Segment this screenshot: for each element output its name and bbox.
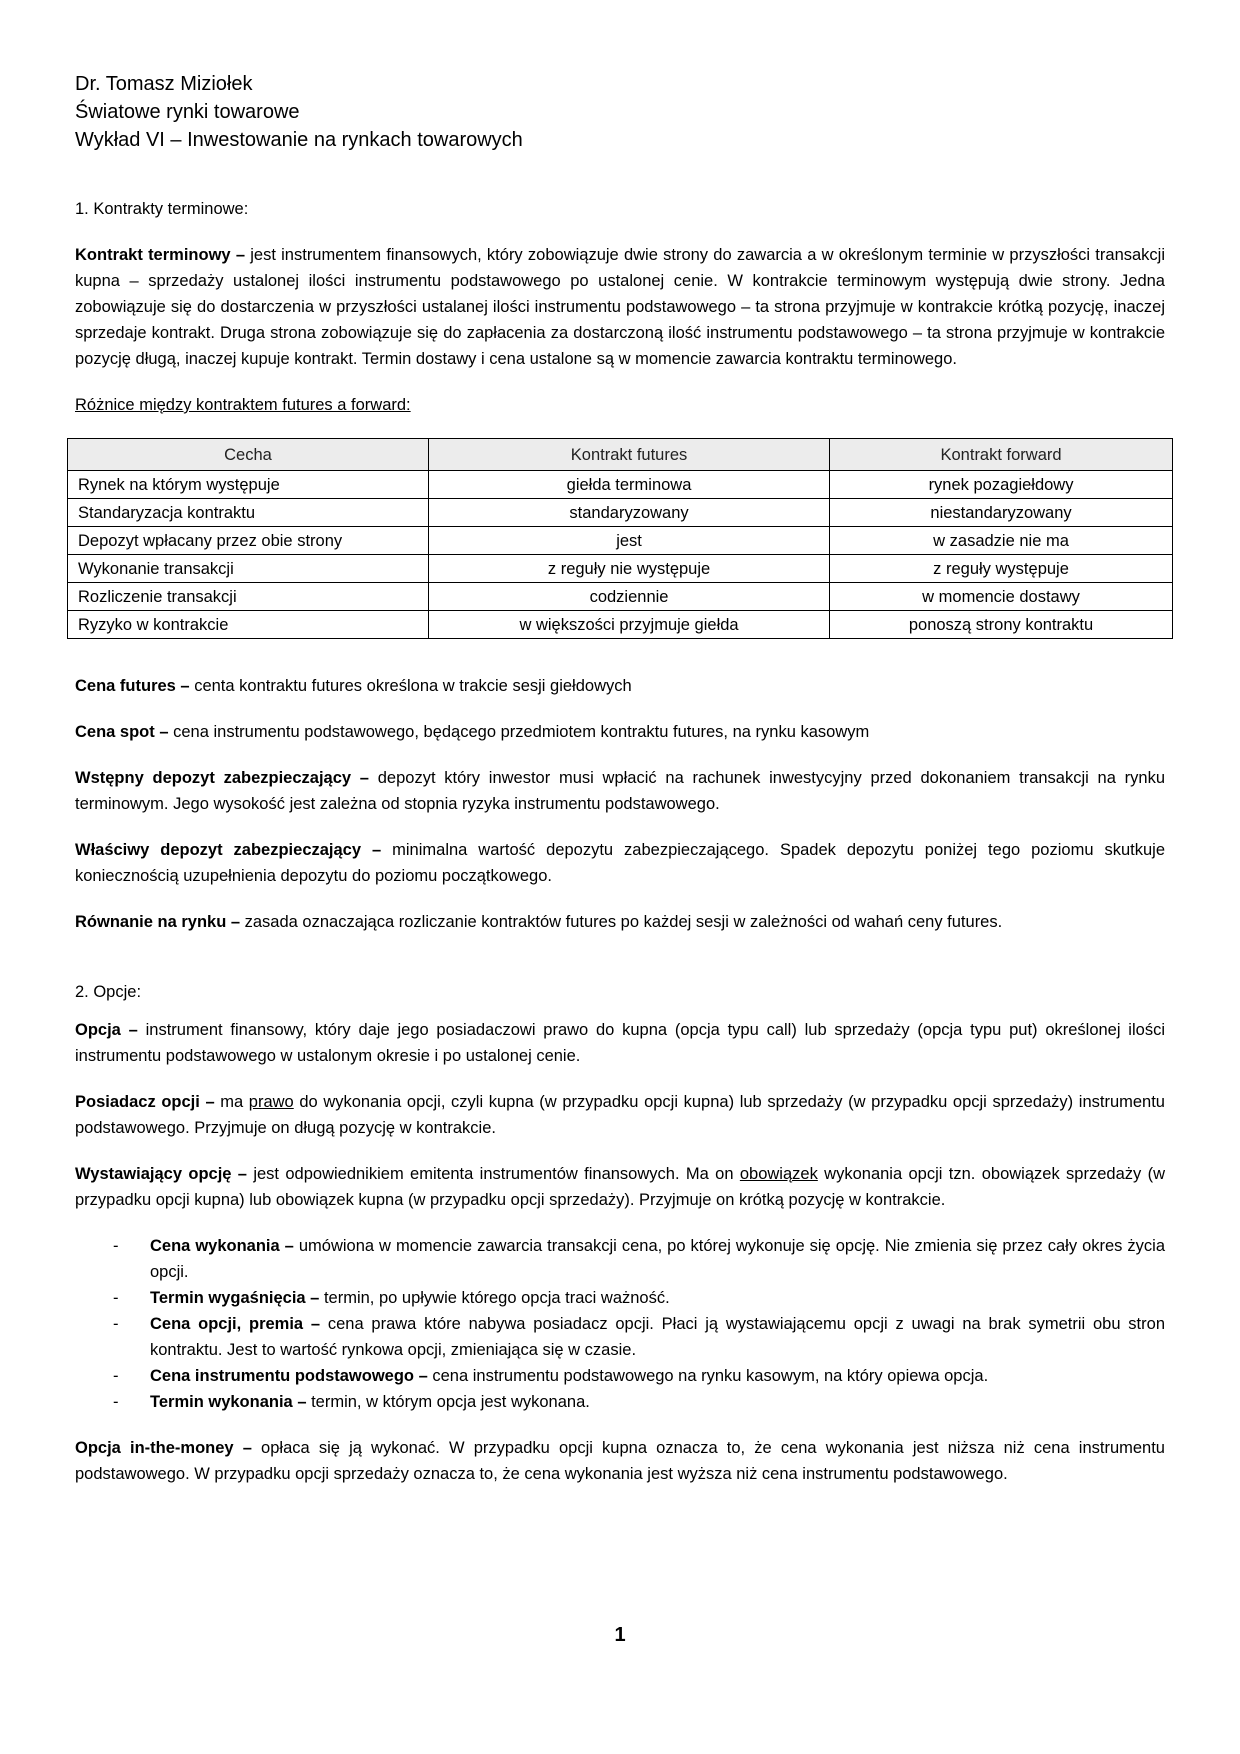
term: Cena futures –	[75, 677, 190, 695]
dash-bullet: -	[113, 1367, 119, 1385]
page-content	[75, 70, 1165, 1487]
definition-text: zasada oznaczająca rozliczanie kontraktów futures po każdej sesji w zależności od wahań ceny futures.	[240, 913, 1003, 931]
table-cell: w większości przyjmuje giełda	[429, 611, 830, 639]
page-number: 1	[614, 1624, 626, 1646]
definition-text: cena prawa które nabywa posiadacz opcji. Płaci ją wystawiającemu opcji z uwagi na brak symetrii obu stron kontraktu. Jest to wartość rynkowa opcji, zmieniająca się w czasie.	[150, 1315, 1165, 1359]
table-cell: w momencie dostawy	[830, 583, 1173, 611]
definition-wlasciwy-depozyt	[75, 837, 1165, 889]
definition-text: instrument finansowy, który daje jego posiadaczowi prawo do kupna (opcja typu call) lub sprzedaży (opcja typu put) określonej ilości instrumentu podstawowego w ustalonym okresie i po ustalonej cenie.	[75, 1021, 1165, 1065]
term: Posiadacz opcji –	[75, 1093, 215, 1111]
table-cell: Rynek na którym występuje	[68, 471, 429, 499]
dash-bullet: -	[113, 1315, 119, 1333]
table-row	[68, 555, 1173, 583]
term: Opcja –	[75, 1021, 138, 1039]
table-row	[68, 583, 1173, 611]
futures-forward-table	[67, 438, 1173, 639]
table-cell: z reguły nie występuje	[429, 555, 830, 583]
definition-kontrakt-terminowy	[75, 242, 1165, 372]
definition-text: ma	[214, 1093, 249, 1111]
definition-cena-futures	[75, 673, 1165, 699]
definition-text: wykonania opcji tzn. obowiązek sprzedaży (w przypadku opcji kupna) lub obowiązek kupna (w przypadku opcji sprzedaży). Przyjmuje on krótką pozycję w kontrakcie.	[75, 1165, 1166, 1209]
table-cell: Ryzyko w kontrakcie	[68, 611, 429, 639]
table-cell: Wykonanie transakcji	[68, 555, 429, 583]
definition-text: depozyt który inwestor musi wpłacić na rachunek inwestycyjny przed dokonaniem transakcji na rynku terminowym. Jego wysokość jest zależna od stopnia ryzyka instrumentu podstawowego.	[75, 769, 1166, 813]
table-cell: standaryzowany	[429, 499, 830, 527]
dash-bullet: -	[113, 1289, 119, 1307]
table-row	[68, 471, 1173, 499]
table-cell: w zasadzie nie ma	[830, 527, 1173, 555]
list-item	[75, 1389, 1165, 1415]
definition-text: do wykonania opcji, czyli kupna (w przypadku opcji kupna) lub sprzedaży (w przypadku opcji sprzedaży) instrumentu podstawowego. Przyjmuje on długą pozycję w kontrakcie.	[75, 1093, 1165, 1137]
term: Kontrakt terminowy –	[75, 246, 245, 264]
term: Wstępny depozyt zabezpieczający –	[75, 769, 369, 787]
definition-text: cena instrumentu podstawowego na rynku kasowym, na który opiewa opcja.	[427, 1367, 989, 1385]
definition-rownanie-na-rynku	[75, 909, 1165, 935]
table-cell: Standaryzacja kontraktu	[68, 499, 429, 527]
term: Termin wykonania –	[150, 1393, 307, 1411]
dash-bullet: -	[113, 1237, 119, 1255]
definition-text: centa kontraktu futures określona w trakcie sesji giełdowych	[189, 677, 632, 695]
term: Właściwy depozyt zabezpieczający –	[75, 841, 382, 859]
table-cell: ponoszą strony kontraktu	[830, 611, 1173, 639]
definition-wstepny-depozyt	[75, 765, 1165, 817]
differences-heading: Różnice między kontraktem futures a forward:	[75, 396, 411, 414]
table-cell: jest	[429, 527, 830, 555]
option-terms-list	[75, 1233, 1165, 1415]
underlined-word: prawo	[248, 1093, 294, 1111]
section-2-title: 2. Opcje:	[75, 983, 142, 1001]
list-item	[75, 1285, 1165, 1311]
definition-opcja	[75, 1017, 1165, 1069]
column-header: Cecha	[68, 439, 429, 471]
definition-text: jest odpowiednikiem emitenta instrumentów finansowych. Ma on	[246, 1165, 740, 1183]
section-1-title: 1. Kontrakty terminowe:	[75, 200, 249, 218]
definition-posiadacz-opcji	[75, 1089, 1165, 1141]
definition-text: opłaca się ją wykonać. W przypadku opcji kupna oznacza to, że cena wykonania jest niższa niż cena instrumentu podstawowego. W przypadku opcji sprzedaży oznacza to, że cena wykonania jest wyższa niż cena instrumentu podstawowego.	[75, 1439, 1165, 1483]
table-header-row	[68, 439, 1173, 471]
table-row	[68, 527, 1173, 555]
table-row	[68, 611, 1173, 639]
definition-cena-spot	[75, 719, 1165, 745]
table-cell: z reguły występuje	[830, 555, 1173, 583]
definition-text: termin, po upływie którego opcja traci ważność.	[319, 1289, 670, 1307]
author-line: Dr. Tomasz Miziołek	[75, 73, 253, 95]
definition-text: termin, w którym opcja jest wykonana.	[306, 1393, 590, 1411]
list-item	[75, 1311, 1165, 1363]
course-title: Światowe rynki towarowe	[75, 101, 300, 123]
table-cell: rynek pozagiełdowy	[830, 471, 1173, 499]
term: Cena wykonania –	[150, 1237, 294, 1255]
table-cell: giełda terminowa	[429, 471, 830, 499]
column-header: Kontrakt futures	[429, 439, 830, 471]
definition-opcja-in-the-money	[75, 1435, 1165, 1487]
term: Równanie na rynku –	[75, 913, 241, 931]
definition-text: jest instrumentem finansowych, który zobowiązuje dwie strony do zawarcia a w określonym terminie w przyszłości transakcji kupna – sprzedaży ustalonej ilości instrumentu podstawowego po ustalonej cenie. W kontrakcie terminowym występują dwie strony. Jedna zobowiązuje się do dostarczenia w przyszłości ustalanej ilości instrumentu podstawowego – ta strona przyjmuje w kontrakcie krótką pozycję, inaczej sprzedaje kontrakt. Druga strona zobowiązuje się do zapłacenia za dostarczoną ilość instrumentu podstawowego – ta strona przyjmuje w kontrakcie pozycję długą, inaczej kupuje kontrakt. Termin dostawy i cena ustalone są w momencie zawarcia kontraktu terminowego.	[75, 246, 1166, 368]
table-cell: niestandaryzowany	[830, 499, 1173, 527]
term: Cena instrumentu podstawowego –	[150, 1367, 428, 1385]
term: Opcja in-the-money –	[75, 1439, 252, 1457]
definition-wystawiajacy-opcje	[75, 1161, 1165, 1213]
term: Cena spot –	[75, 723, 169, 741]
underlined-word: obowiązek	[739, 1165, 818, 1183]
column-header: Kontrakt forward	[830, 439, 1173, 471]
term: Wystawiający opcję –	[75, 1165, 247, 1183]
table-cell: codziennie	[429, 583, 830, 611]
lecture-title: Wykład VI – Inwestowanie na rynkach towarowych	[75, 129, 523, 151]
table-cell: Rozliczenie transakcji	[68, 583, 429, 611]
list-item	[75, 1233, 1165, 1285]
dash-bullet: -	[113, 1393, 119, 1411]
definition-text: minimalna wartość depozytu zabezpieczającego. Spadek depozytu poniżej tego poziomu skutkuje koniecznością uzupełnienia depozytu do poziomu początkowego.	[75, 841, 1165, 885]
list-item	[75, 1363, 1165, 1389]
table-row	[68, 499, 1173, 527]
term: Cena opcji, premia –	[150, 1315, 321, 1333]
definition-text: cena instrumentu podstawowego, będącego przedmiotem kontraktu futures, na rynku kasowym	[168, 723, 870, 741]
term: Termin wygaśnięcia –	[150, 1289, 320, 1307]
definition-text: umówiona w momencie zawarcia transakcji cena, po której wykonuje się opcję. Nie zmienia się przez cały okres życia opcji.	[150, 1237, 1166, 1281]
table-cell: Depozyt wpłacany przez obie strony	[68, 527, 429, 555]
